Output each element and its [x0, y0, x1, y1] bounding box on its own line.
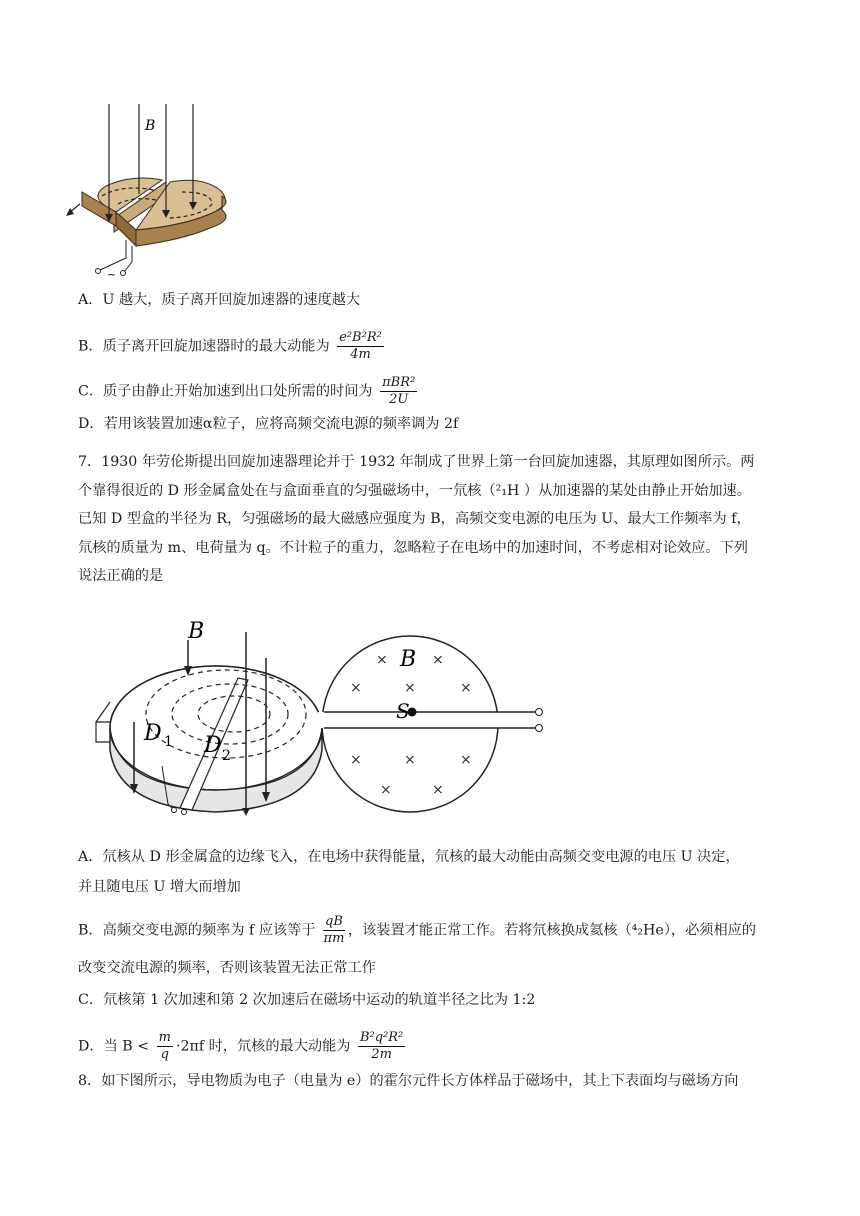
q6-c-formula: $\frac{\text{πBR²}}{2U}$ — [382, 375, 416, 407]
question-8-stem: 8．如下图所示，导电物质为电子（电量为 e）的霍尔元件长方体样品于磁场中，其上下表面均与磁场方向 — [78, 1073, 739, 1089]
q7-option-c: C．氘核第 1 次加速和第 2 次加速后在磁场中运动的轨道半径之比为 1:2 — [78, 992, 536, 1008]
cyclotron-figure-2 — [88, 618, 548, 818]
q7-b-formula: $\frac{qB}{\pi m}$ — [323, 914, 345, 946]
d2-label: D — [204, 733, 222, 758]
svg-text:×: × — [380, 782, 392, 798]
q7-option-b: B．高频交变电源的频率为 f 应该等于 $\frac{qB}{\pi m}$ ，该装置才能正常工作。若将氘核换成氦核（⁴₂He），必须相应的 — [78, 914, 757, 946]
q6-option-d: D．若用该装置加速α粒子，应将高频交流电源的频率调为 2f — [78, 416, 459, 432]
cyclotron-figure-1 — [62, 100, 242, 282]
svg-text:×: × — [350, 752, 362, 768]
svg-text:×: × — [404, 680, 416, 696]
source-label: S — [396, 699, 410, 723]
field-label-b: B — [145, 118, 156, 134]
q6-option-a: A．U 越大，质子离开回旋加速器的速度越大 — [78, 292, 361, 308]
svg-text:×: × — [376, 652, 388, 668]
svg-text:×: × — [404, 752, 416, 768]
svg-text:×: × — [432, 652, 444, 668]
q6-option-c: C．质子由静止开始加速到出口处所需的时间为 $\frac{\text{πBR²}}{2U}$ — [78, 375, 416, 407]
d1-label: D — [144, 721, 162, 746]
d2-subscript: 2 — [222, 748, 231, 764]
top-view-field-label: B — [400, 647, 417, 672]
svg-text:×: × — [460, 752, 472, 768]
svg-text:×: × — [460, 680, 472, 696]
q6-option-b: B．质子离开回旋加速器时的最大动能为 $\frac{\text{e²B²R²}}{4m}$ — [78, 330, 382, 362]
q7-option-d: D．当 B < $\frac{m}{q}$ ·2πf 时，氘核的最大动能为 $\frac{\text{B²q²R²}}{2m}$ — [78, 1030, 404, 1062]
q7-d-formula-1: $\frac{m}{q}$ — [158, 1030, 171, 1062]
q7-d-formula-2: $\frac{\text{B²q²R²}}{2m}$ — [359, 1030, 404, 1062]
ac-symbol: ~ — [107, 268, 117, 281]
q7-option-b-line2: 改变交流电源的频率，否则该装置无法正常工作 — [78, 960, 376, 976]
svg-text:×: × — [432, 782, 444, 798]
d1-subscript: 1 — [164, 734, 173, 750]
q7-option-a: A．氘核从 D 形金属盒的边缘飞入，在电场中获得能量，氘核的最大动能由高频交变电源的电压 U 决定， 并且随电压 U 增大而增加 — [78, 849, 740, 895]
q6-b-formula: $\frac{\text{e²B²R²}}{4m}$ — [339, 330, 382, 362]
svg-text:×: × — [350, 680, 362, 696]
fig2-field-label: B — [188, 619, 205, 644]
question-7-stem: 7．1930 年劳伦斯提出回旋加速器理论并于 1932 年制成了世界上第一台回旋加速器，其原理如图所示。两 个靠得很近的 D 形金属盒处在与盒面垂直的匀强磁场中，一氘核（²₁H ）从加速器的某处由静止开始加速。 已知 D 型盒的半径为 R，匀强磁场的最大磁感应强度为 B，高频交变电源的电压为 U、最大工作频率为 f， 氘核的质量为 m、电荷量为 q。不计粒子的重力，忽略粒子在电场中的加速时间，不考虑相对论效应。下列 说法正确的是 — [78, 454, 755, 585]
